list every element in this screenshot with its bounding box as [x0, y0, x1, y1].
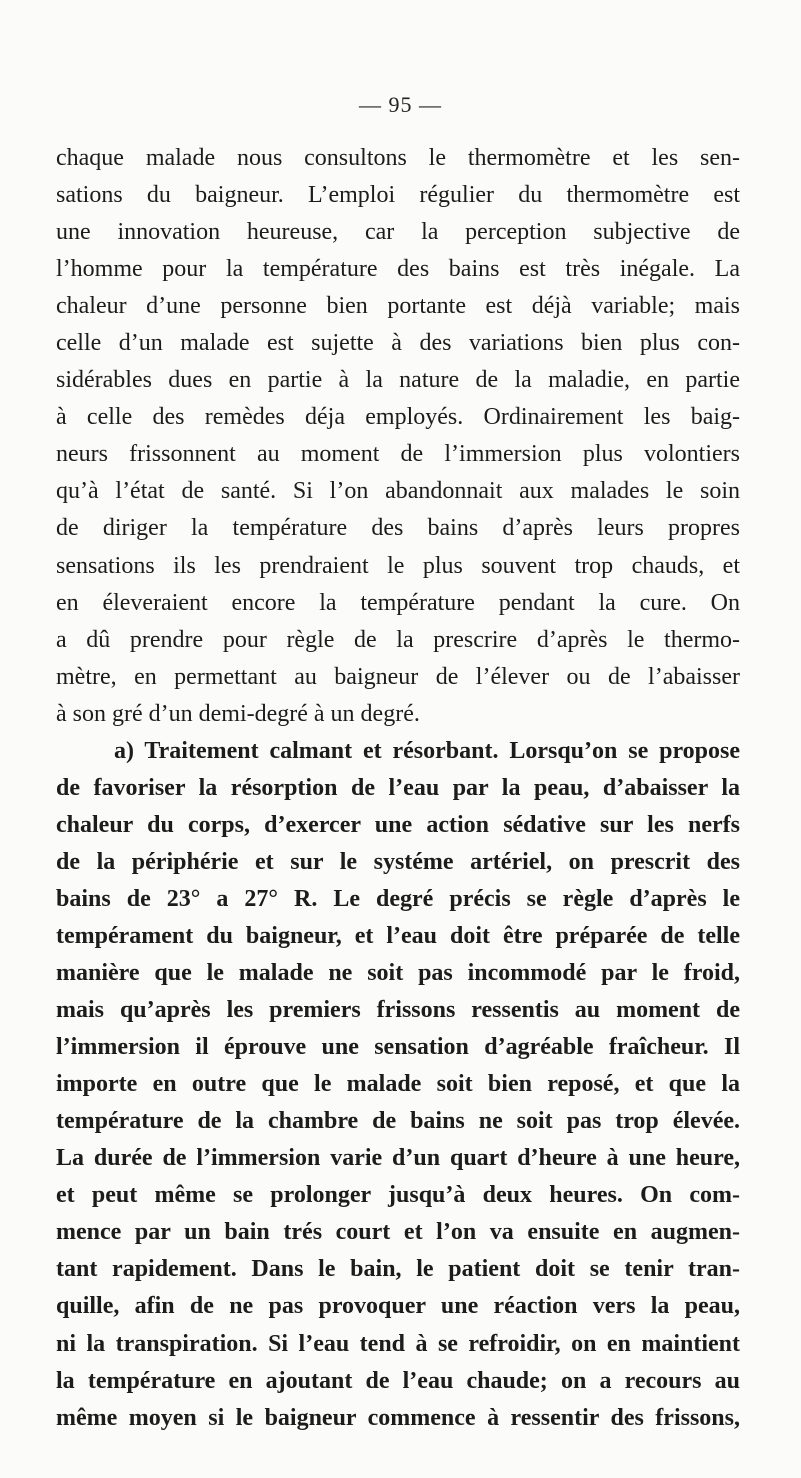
text-line: mais qu’après les premiers frissons ressentis au moment de [56, 997, 740, 1024]
text-line: celle d’un malade est sujette à des variations bien plus con- [56, 330, 740, 357]
text-line: de favoriser la résorption de l’eau par la peau, d’abaisser la [56, 774, 740, 801]
text-line: et peut même se prolonger jusqu’à deux heures. On com- [56, 1182, 740, 1209]
text-line: chaque malade nous consultons le thermomètre et les sen- [56, 145, 740, 171]
text-line: de la périphérie et sur le systéme artériel, on prescrit des [56, 848, 740, 875]
text-line: bains de 23° a 27° R. Le degré précis se règle d’après le [56, 885, 740, 912]
text-line: à celle des remèdes déja employés. Ordinairement les baig- [56, 404, 740, 431]
text-line: mètre, en permettant au baigneur de l’élever ou de l’abaisser [56, 663, 740, 690]
section-heading-line: a) Traitement calmant et résorbant. Lorsqu’on se propose [114, 737, 740, 764]
text-line: a dû prendre pour règle de la prescrire d’après le thermo- [56, 626, 740, 653]
text-line: chaleur du corps, d’exercer une action sédative sur les nerfs [56, 811, 740, 838]
text-line: qu’à l’état de santé. Si l’on abandonnait aux malades le soin [56, 478, 740, 505]
text-line: La durée de l’immersion varie d’un quart d’heure à une heure, [56, 1145, 740, 1172]
text-line: ni la transpiration. Si l’eau tend à se refroidir, on en maintient [56, 1330, 740, 1357]
body-text [56, 140, 740, 1437]
text-line: l’homme pour la température des bains est très inégale. La [56, 256, 740, 283]
text-line: sidérables dues en partie à la nature de la maladie, en partie [56, 367, 740, 394]
page-number: — 95 — [359, 92, 442, 117]
text-line: sations du baigneur. L’emploi régulier du thermomètre est [56, 182, 740, 209]
text-line: sensations ils les prendraient le plus souvent trop chauds, et [56, 552, 740, 579]
text-line: importe en outre que le malade soit bien reposé, et que la [56, 1071, 740, 1098]
text-line: mence par un bain trés court et l’on va ensuite en augmen- [56, 1219, 740, 1246]
text-line: tempérament du baigneur, et l’eau doit être préparée de telle [56, 922, 740, 949]
text-line: tant rapidement. Dans le bain, le patient doit se tenir tran- [56, 1256, 740, 1283]
text-line: même moyen si le baigneur commence à ressentir des frissons, [56, 1404, 740, 1431]
text-line: chaleur d’une personne bien portante est déjà variable; mais [56, 293, 740, 320]
text-line: neurs frissonnent au moment de l’immersion plus volontiers [56, 441, 740, 468]
text-line: température de la chambre de bains ne soit pas trop élevée. [56, 1108, 740, 1135]
text-line: une innovation heureuse, car la perception subjective de [56, 219, 740, 246]
text-line: manière que le malade ne soit pas incommodé par le froid, [56, 960, 740, 987]
text-line: en éleveraient encore la température pendant la cure. On [56, 589, 740, 616]
text-line: la température en ajoutant de l’eau chaude; on a recours au [56, 1367, 740, 1394]
text-line: quille, afin de ne pas provoquer une réaction vers la peau, [56, 1293, 740, 1320]
text-line: de diriger la température des bains d’après leurs propres [56, 515, 740, 542]
text-line: à son gré d’un demi-degré à un degré. [56, 700, 420, 727]
text-line: l’immersion il éprouve une sensation d’agréable fraîcheur. Il [56, 1034, 740, 1061]
